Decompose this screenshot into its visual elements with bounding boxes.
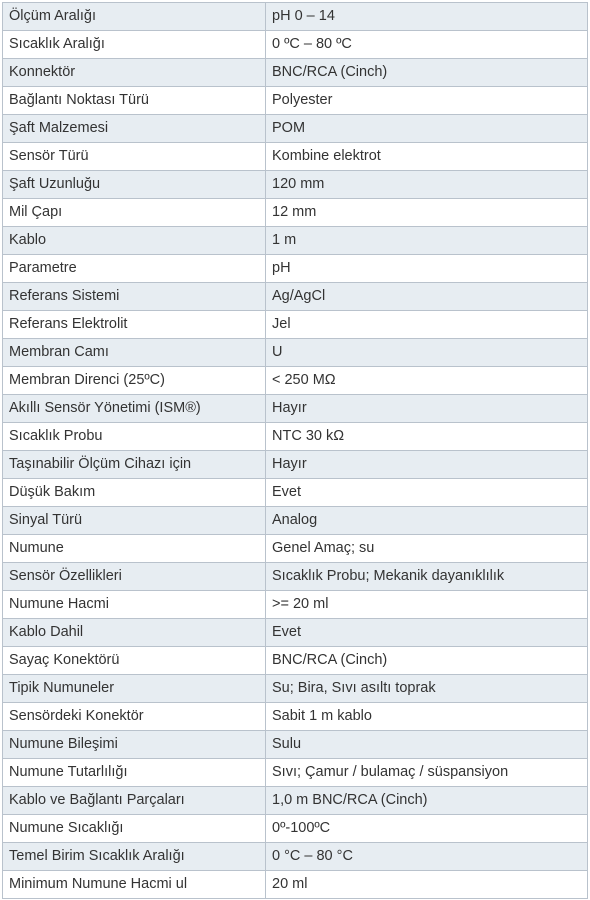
table-row [3,171,588,199]
spec-label-cell: Sinyal Türü [3,507,266,535]
spec-value-cell: Sabit 1 m kablo [266,703,588,731]
spec-value-cell: pH [266,255,588,283]
spec-label-cell: Sayaç Konektörü [3,647,266,675]
table-row [3,619,588,647]
spec-value-cell: Su; Bira, Sıvı asıltı toprak [266,675,588,703]
spec-value-cell: Sıvı; Çamur / bulamaç / süspansiyon [266,759,588,787]
spec-value-cell: Evet [266,619,588,647]
table-row [3,591,588,619]
table-row [3,367,588,395]
spec-value-cell: U [266,339,588,367]
spec-value-cell: pH 0 – 14 [266,3,588,31]
table-row [3,787,588,815]
spec-value-cell: Sulu [266,731,588,759]
table-row [3,507,588,535]
spec-value-cell: >= 20 ml [266,591,588,619]
spec-label-cell: Mil Çapı [3,199,266,227]
spec-label-cell: Numune [3,535,266,563]
spec-label-cell: Düşük Bakım [3,479,266,507]
spec-label-cell: Şaft Uzunluğu [3,171,266,199]
spec-value-cell: 0 ºC – 80 ºC [266,31,588,59]
spec-value-cell: 12 mm [266,199,588,227]
spec-label-cell: Taşınabilir Ölçüm Cihazı için [3,451,266,479]
spec-value-cell: Jel [266,311,588,339]
spec-label-cell: Kablo [3,227,266,255]
spec-value-cell: POM [266,115,588,143]
spec-label-cell: Sıcaklık Aralığı [3,31,266,59]
spec-label-cell: Numune Sıcaklığı [3,815,266,843]
specifications-table [2,2,588,899]
spec-label-cell: Bağlantı Noktası Türü [3,87,266,115]
spec-label-cell: Numune Hacmi [3,591,266,619]
spec-value-cell: Evet [266,479,588,507]
table-row [3,227,588,255]
spec-label-cell: Akıllı Sensör Yönetimi (ISM®) [3,395,266,423]
table-row [3,535,588,563]
spec-label-cell: Parametre [3,255,266,283]
spec-label-cell: Minimum Numune Hacmi ul [3,871,266,899]
spec-value-cell: 1,0 m BNC/RCA (Cinch) [266,787,588,815]
table-row [3,563,588,591]
spec-value-cell: BNC/RCA (Cinch) [266,647,588,675]
spec-label-cell: Tipik Numuneler [3,675,266,703]
table-row [3,3,588,31]
spec-label-cell: Membran Camı [3,339,266,367]
spec-value-cell: Hayır [266,451,588,479]
table-row [3,871,588,899]
spec-label-cell: Sensör Özellikleri [3,563,266,591]
spec-label-cell: Kablo ve Bağlantı Parçaları [3,787,266,815]
table-row [3,339,588,367]
spec-value-cell: 120 mm [266,171,588,199]
table-row [3,675,588,703]
spec-label-cell: Referans Elektrolit [3,311,266,339]
spec-value-cell: 1 m [266,227,588,255]
spec-label-cell: Temel Birim Sıcaklık Aralığı [3,843,266,871]
spec-value-cell: Genel Amaç; su [266,535,588,563]
spec-value-cell: NTC 30 kΩ [266,423,588,451]
spec-value-cell: BNC/RCA (Cinch) [266,59,588,87]
table-row [3,647,588,675]
spec-value-cell: Sıcaklık Probu; Mekanik dayanıklılık [266,563,588,591]
table-row [3,59,588,87]
table-row [3,255,588,283]
spec-value-cell: 0 °C – 80 °C [266,843,588,871]
table-row [3,115,588,143]
table-row [3,31,588,59]
table-row [3,143,588,171]
table-row [3,87,588,115]
table-row [3,451,588,479]
table-row [3,395,588,423]
table-row [3,703,588,731]
spec-label-cell: Sıcaklık Probu [3,423,266,451]
spec-label-cell: Kablo Dahil [3,619,266,647]
table-row [3,815,588,843]
table-row [3,843,588,871]
table-row [3,759,588,787]
table-row [3,479,588,507]
spec-value-cell: Ag/AgCl [266,283,588,311]
spec-value-cell: 0º-100ºC [266,815,588,843]
spec-value-cell: < 250 MΩ [266,367,588,395]
table-row [3,731,588,759]
table-row [3,311,588,339]
table-row [3,283,588,311]
spec-value-cell: Analog [266,507,588,535]
spec-value-cell: Kombine elektrot [266,143,588,171]
table-row [3,423,588,451]
spec-value-cell: Polyester [266,87,588,115]
spec-value-cell: Hayır [266,395,588,423]
spec-label-cell: Şaft Malzemesi [3,115,266,143]
spec-label-cell: Ölçüm Aralığı [3,3,266,31]
table-row [3,199,588,227]
spec-label-cell: Membran Direnci (25ºC) [3,367,266,395]
spec-label-cell: Numune Tutarlılığı [3,759,266,787]
spec-value-cell: 20 ml [266,871,588,899]
spec-label-cell: Referans Sistemi [3,283,266,311]
spec-label-cell: Sensör Türü [3,143,266,171]
spec-label-cell: Konnektör [3,59,266,87]
spec-label-cell: Numune Bileşimi [3,731,266,759]
specifications-table-body [3,3,588,899]
spec-label-cell: Sensördeki Konektör [3,703,266,731]
